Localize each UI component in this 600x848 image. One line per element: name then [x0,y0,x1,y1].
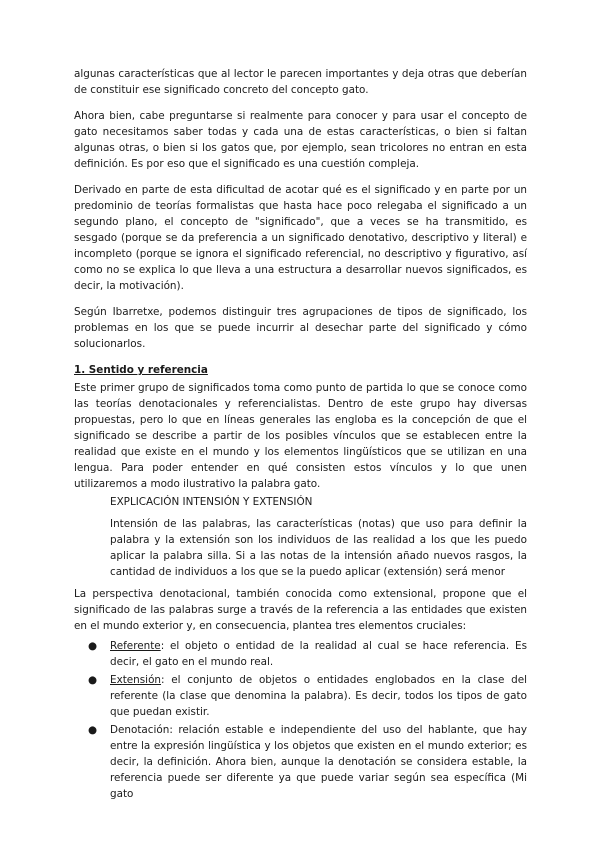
term-referente: Referente [110,640,161,652]
explanation-title: EXPLICACIÓN INTENSIÓN Y EXTENSIÓN [110,496,313,508]
list-item-denotacion [74,722,527,802]
paragraph-1: algunas características que al lector le parecen importantes y deja otras que deberían de constituir ese significado concreto del concepto gato. [74,68,527,96]
definition-extension: : el conjunto de objetos o entidades englobados en la clase del referente (la clase que denomina la palabra). Es decir, todos los tipos de gato que puedan existir. [110,674,527,718]
section-heading: 1. Sentido y referencia [74,364,208,376]
list-item-extension [74,672,527,720]
definition-referente: : el objeto o entidad de la realidad al cual se hace referencia. Es decir, el gato en el mundo real. [110,640,527,668]
list-item-referente [74,638,527,670]
definition-denotacion: Denotación: relación estable e independiente del uso del hablante, que hay entre la expresión lingüística y los objetos que existen en el mundo exterior; es decir, la definición. Ahora bien, aunque la denotación se considera estable, la referencia puede ser diferente ya que puede variar según sea específica (Mi gato [110,724,527,800]
section-intro: Este primer grupo de significados toma como punto de partida lo que se conoce como las teorías denotacionales y referencialistas. Dentro de este grupo hay diversas propuestas, pero lo que en líneas generales las engloba es la concepción de que el significado se describe a partir de los posibles vínculos que se establecen entre la realidad que existe en el mundo y los elementos lingüísticos que se utilizan en una lengua. Para poder entender en qué consisten estos vínculos y lo que unen utilizaremos a modo ilustrativo la palabra gato. [74,382,527,490]
document-page [74,66,527,804]
perspective-paragraph: La perspectiva denotacional, también conocida como extensional, propone que el significado de las palabras surge a través de la referencia a las entidades que existen en el mundo exterior y, en consecuencia, plantea tres elementos cruciales: [74,588,527,632]
bullet-icon: ● [88,724,98,736]
elements-list [74,638,527,802]
paragraph-2: Ahora bien, cabe preguntarse si realmente para conocer y para usar el concepto de gato necesitamos saber todas y cada una de estas características, o bien si faltan algunas otras, o bien si los gatos que, por ejemplo, sean tricolores no entran en esta definición. Es por eso que el significado es una cuestión compleja. [74,110,527,170]
bullet-icon: ● [88,640,98,652]
explanation-text: Intensión de las palabras, las características (notas) que uso para definir la palabra y la extensión son los individuos de las realidad a los que les puedo aplicar la palabra silla. Si a las notas de la intensión añado nuevos rasgos, la cantidad de individuos a los que se la puedo aplicar (extensión) será menor [110,518,527,578]
paragraph-3: Derivado en parte de esta dificultad de acotar qué es el significado y en parte por un predominio de teorías formalistas que hasta hace poco relegaba el significado a un segundo plano, el concepto de "significado", que a veces se ha transmitido, es sesgado (porque se da preferencia a un significado denotativo, descriptivo y literal) e incompleto (porque se ignora el significado referencial, no descriptivo y figurativo, así como no se explica lo que lleva a una estructura a desarrollar nuevos significados, es decir, la motivación). [74,184,527,292]
bullet-icon: ● [88,674,98,686]
term-extension: Extensión [110,674,162,686]
paragraph-4: Según Ibarretxe, podemos distinguir tres agrupaciones de tipos de significado, los problemas en los que se puede incurrir al desechar parte del significado y cómo solucionarlos. [74,306,527,350]
